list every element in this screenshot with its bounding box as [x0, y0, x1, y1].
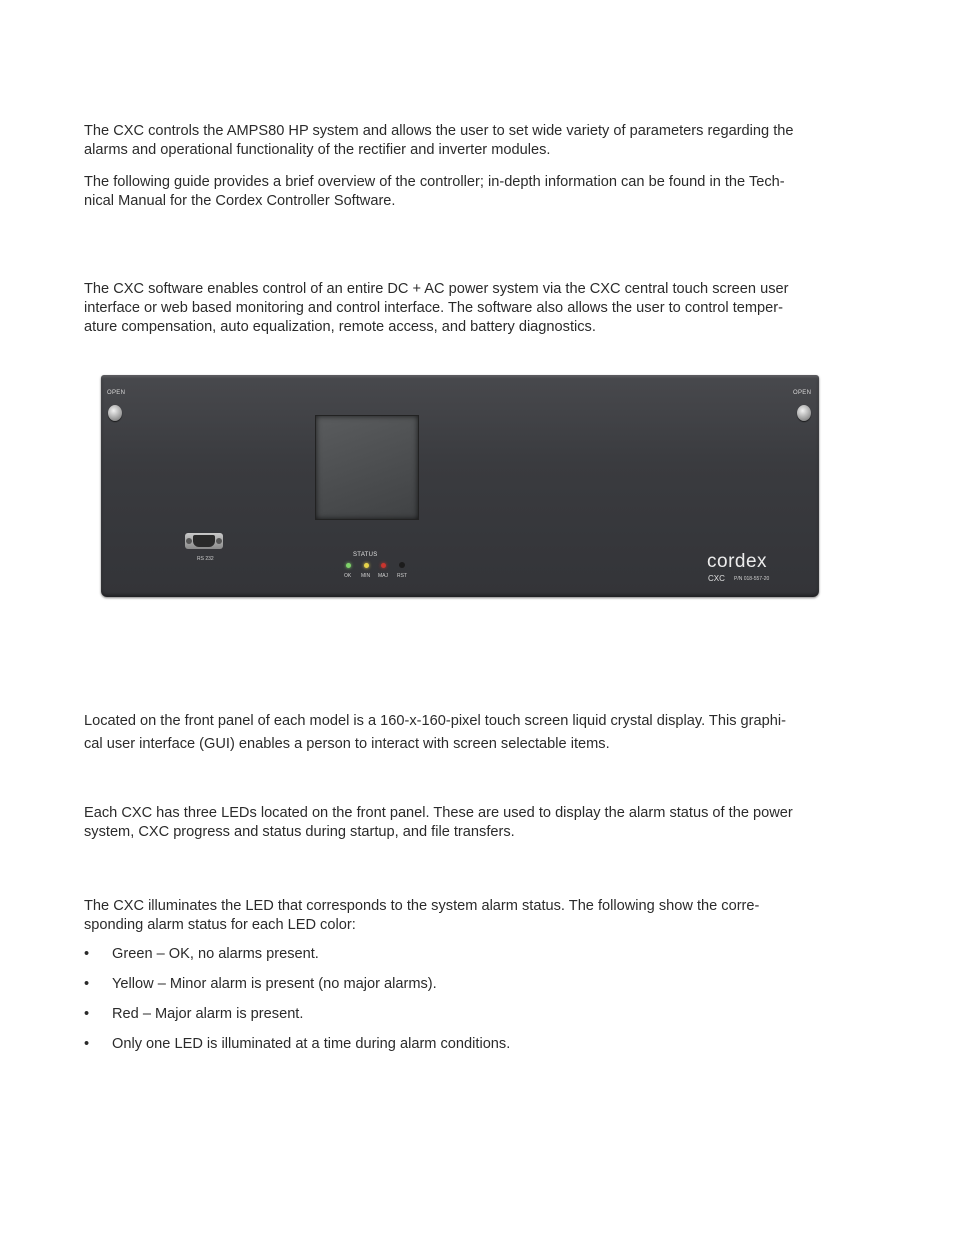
- thumbscrew-left: [108, 405, 122, 421]
- text-line: sponding alarm status for each LED color:: [84, 917, 356, 933]
- touch-screen-lcd: [315, 415, 419, 520]
- lcd-paragraph: [84, 710, 844, 756]
- ok-led: [346, 563, 351, 568]
- minor-led: [364, 563, 369, 568]
- text-line: ature compensation, auto equalization, remote access, and battery diagnostics.: [84, 319, 596, 335]
- open-label-right: OPEN: [793, 390, 812, 396]
- list-item: • Green – OK, no alarms present.: [84, 946, 319, 962]
- alarm-status-paragraph: [84, 897, 844, 935]
- reset-button: [399, 562, 405, 568]
- cordex-logo: cordex: [707, 551, 768, 572]
- text-line: The following guide provides a brief overview of the controller; in-depth information can be found in the Tech-: [84, 174, 785, 190]
- bullet-icon: •: [84, 1036, 90, 1052]
- text-line: Each CXC has three LEDs located on the front panel. These are used to display the alarm status of the power: [84, 805, 793, 821]
- cxc-controller-photo: [101, 375, 819, 597]
- led-color-list: [84, 945, 510, 1065]
- text-line: alarms and operational functionality of the rectifier and inverter modules.: [84, 142, 551, 158]
- bullet-icon: •: [84, 946, 90, 962]
- led-label-rst: RST: [397, 573, 407, 579]
- bullet-icon: •: [84, 1006, 90, 1022]
- list-item: • Only one LED is illuminated at a time during alarm conditions.: [84, 1036, 511, 1052]
- bullet-icon: •: [84, 976, 90, 992]
- part-number: P/N 018-557-20: [734, 576, 770, 582]
- thumbscrew-right: [797, 405, 811, 421]
- software-paragraph: [84, 280, 844, 337]
- port-label: RS 232: [197, 556, 214, 562]
- major-led: [381, 563, 386, 568]
- led-label-maj: MAJ: [378, 573, 388, 579]
- led-label-min: MIN: [361, 573, 371, 579]
- text-line: nical Manual for the Cordex Controller Software.: [84, 193, 396, 209]
- led-label-ok: OK: [344, 573, 352, 579]
- text-line: cal user interface (GUI) enables a person to interact with screen selectable items.: [84, 736, 610, 752]
- list-item: • Yellow – Minor alarm is present (no major alarms).: [84, 976, 437, 992]
- list-item: • Red – Major alarm is present.: [84, 1006, 304, 1022]
- leds-paragraph: [84, 804, 844, 842]
- intro-paragraph: [84, 122, 844, 160]
- text-line: The CXC software enables control of an entire DC + AC power system via the CXC central touch screen user: [84, 281, 789, 297]
- text-line: interface or web based monitoring and control interface. The software also allows the user to control temper-: [84, 300, 783, 316]
- guide-paragraph: [84, 173, 844, 211]
- text-line: system, CXC progress and status during startup, and file transfers.: [84, 824, 515, 840]
- open-label-left: OPEN: [107, 390, 126, 396]
- status-label: STATUS: [353, 552, 378, 558]
- text-line: Located on the front panel of each model is a 160-x-160-pixel touch screen liquid crystal display. This graphi-: [84, 713, 786, 729]
- text-line: The CXC controls the AMPS80 HP system and allows the user to set wide variety of parameters regarding the: [84, 123, 794, 139]
- rs232-port: [185, 533, 223, 549]
- model-label: CXC: [708, 574, 725, 583]
- text-line: The CXC illuminates the LED that corresponds to the system alarm status. The following show the corre-: [84, 898, 760, 914]
